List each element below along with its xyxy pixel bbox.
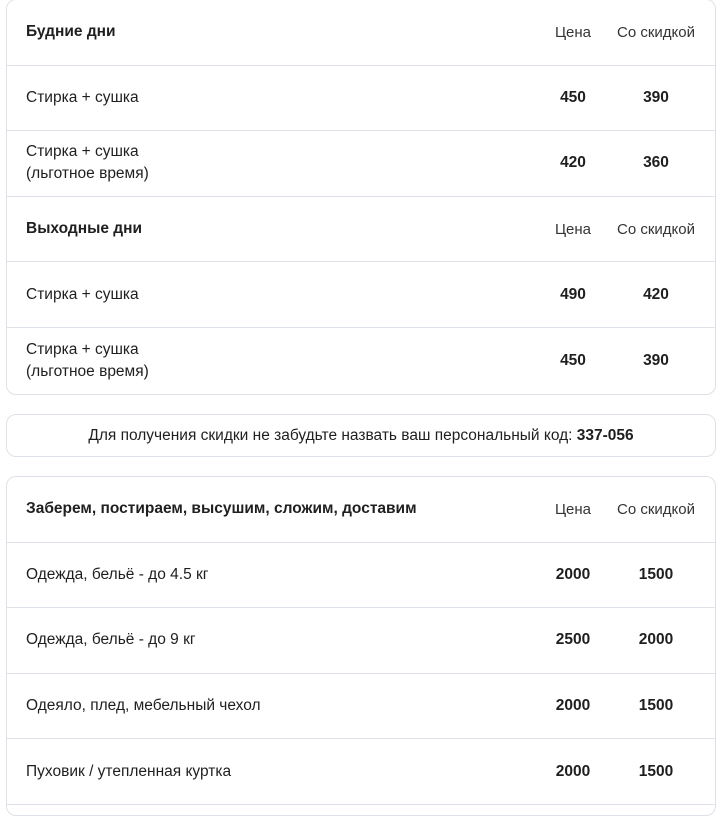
table-row	[7, 328, 715, 394]
service-label: Пуховик / утепленная куртка	[26, 762, 232, 780]
service-name: Стирка + сушка	[26, 340, 139, 358]
price: 2000	[555, 697, 591, 715]
note-text: Для получения скидки не забудьте назвать ваш персональный код:	[88, 426, 577, 444]
table-row	[7, 66, 715, 132]
service-name: Стирка + сушка	[26, 143, 139, 161]
discount-code-note	[6, 414, 716, 457]
price: 2000	[555, 762, 591, 780]
delivery-header	[7, 477, 715, 543]
service-label	[7, 339, 538, 383]
discount-column-header: Со скидкой	[617, 23, 695, 41]
price: 490	[560, 285, 586, 303]
discount-price: 420	[643, 285, 669, 303]
discount-column-header: Со скидкой	[617, 500, 695, 518]
price: 2500	[555, 631, 591, 649]
service-label: Одежда, бельё - до 4.5 кг	[26, 565, 209, 583]
discount-price: 1500	[638, 697, 674, 715]
price-column-header: Цена	[554, 500, 592, 518]
section-title: Заберем, постираем, высушим, сложим, доставим	[26, 500, 417, 518]
weekdays-header	[7, 0, 715, 66]
discount-price: 390	[643, 351, 669, 369]
service-label: Стирка + сушка	[26, 88, 139, 106]
discount-price: 1500	[638, 565, 674, 583]
price: 450	[560, 351, 586, 369]
service-label	[7, 141, 538, 185]
price: 450	[560, 88, 586, 106]
personal-code: 337-056	[576, 426, 634, 444]
table-row	[7, 131, 715, 197]
price-column-header: Цена	[554, 23, 592, 41]
table-row	[7, 674, 715, 740]
discount-price: 2000	[638, 631, 674, 649]
service-note: (льготное время)	[26, 362, 149, 380]
price: 420	[560, 154, 586, 172]
discount-price: 1500	[638, 762, 674, 780]
price-column-header: Цена	[554, 220, 592, 238]
table-row	[7, 608, 715, 674]
price: 2000	[555, 565, 591, 583]
service-label: Стирка + сушка	[26, 285, 139, 303]
self-service-price-card	[6, 0, 716, 395]
delivery-price-card	[6, 476, 716, 816]
table-row	[7, 543, 715, 609]
section-title: Будние дни	[26, 23, 116, 41]
service-label: Одежда, бельё - до 9 кг	[26, 631, 196, 649]
weekend-header	[7, 197, 715, 263]
discount-price: 360	[643, 154, 669, 172]
discount-price: 390	[643, 88, 669, 106]
service-label: Одеяло, плед, мебельный чехол	[26, 697, 261, 715]
service-note: (льготное время)	[26, 165, 149, 183]
section-title: Выходные дни	[26, 220, 143, 238]
discount-column-header: Со скидкой	[617, 220, 695, 238]
table-row	[7, 262, 715, 328]
table-row	[7, 739, 715, 805]
